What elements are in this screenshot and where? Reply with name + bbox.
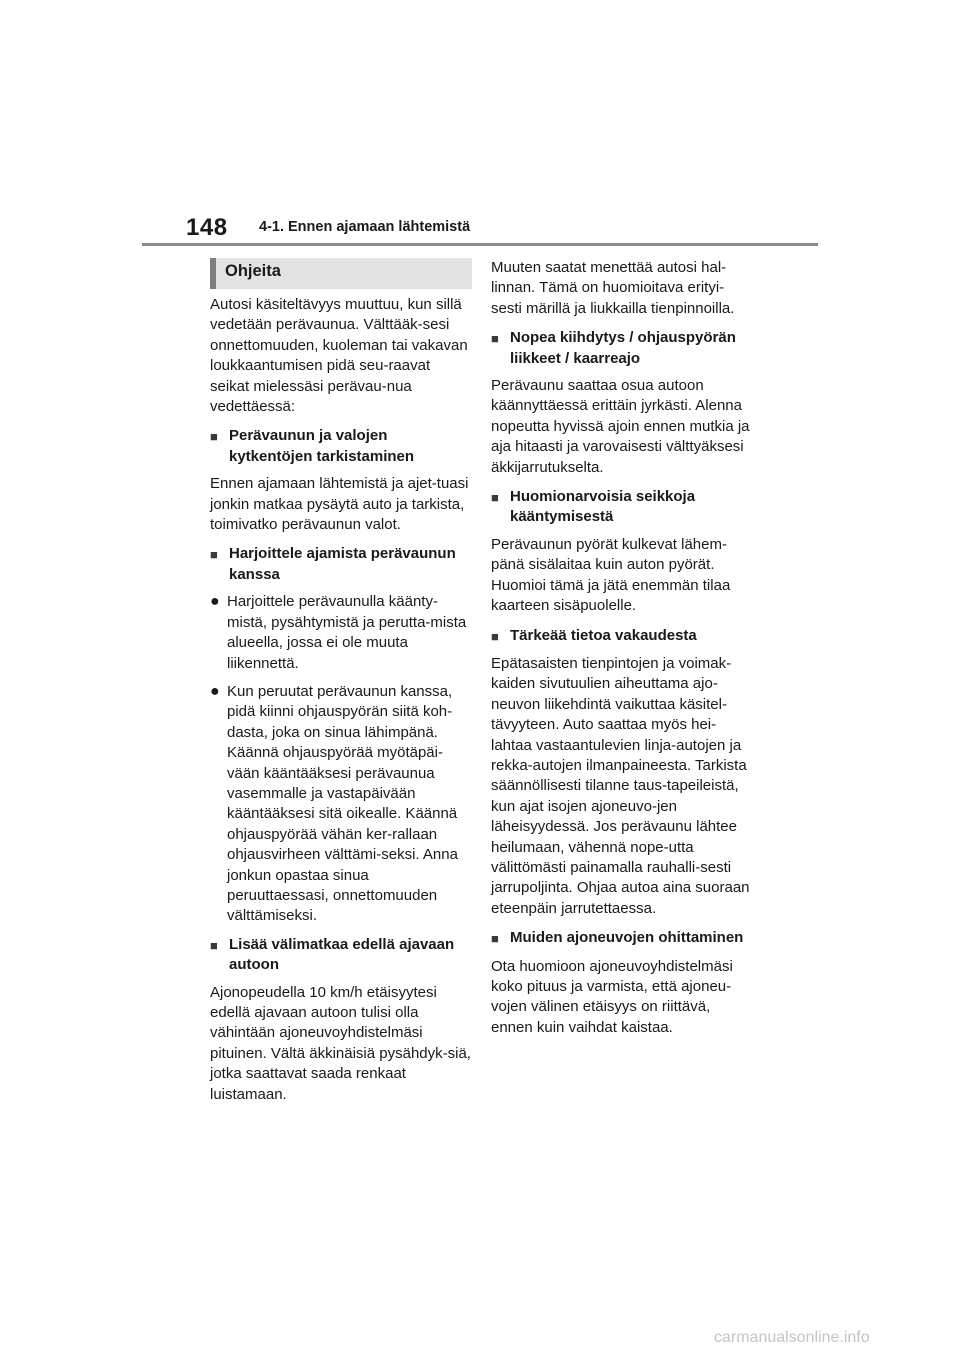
subheading-text: Nopea kiihdytys / ohjauspyörän liikkeet / kaarreajo (510, 329, 736, 367)
list-item-text: Kun peruutat perävaunun kanssa, pidä kiinni ohjauspyörän siitä koh-dasta, joka on sinua lähimpänä. Käännä ohjauspyörää myötäpäi-vään kääntääksesi perävaunua vasemmalle ja vastapäivään kääntääksesi sitä oikealle. Käännä ohjauspyörää vähän ker-rallaan ohjausvirheen välttämi-seksi. Anna jonkun opastaa sinua peruuttaessasi, onnettomuuden välttämiseksi. (227, 682, 458, 925)
subheading (491, 487, 753, 528)
subheading (210, 426, 472, 467)
left-column (210, 258, 472, 1114)
paragraph: Ennen ajamaan lähtemistä ja ajet-tuasi jonkin matkaa pysäytä auto ja tarkista, toimivatko perävaunun valot. (210, 475, 469, 534)
paragraph: Muuten saatat menettää autosi hal-linnan. Tämä on huomioitava erityi-sesti märillä ja liukkailla tienpinnoilla. (491, 259, 735, 317)
paragraph: Ota huomioon ajoneuvoyhdistelmäsi koko pituus ja varmista, että ajoneu-vojen välinen etäisyys on riittävä, ennen kuin vaihdat kaistaa. (491, 957, 733, 1036)
paragraph: Perävaunun pyörät kulkevat lähem-pänä sisälaitaa kuin auton pyörät. Huomioi tämä ja jätä enemmän tilaa kaarteen sisäpuolelle. (491, 535, 731, 615)
dot-bullet-icon: ● (210, 593, 220, 611)
square-bullet-icon: ■ (491, 490, 499, 506)
square-bullet-icon: ■ (491, 331, 499, 347)
paragraph: Epätasaisten tienpintojen ja voimak-kaiden sivutuulien aiheuttama ajo-neuvon liikehdintä vaikuttaa käsitel-tävyyteen. Auto saattaa myös hei-lahtaa vastaantulevien linja-autojen ja rekka-autojen ilmanpaineesta. Tarkista säännöllisesti tilanne taus-tapeileistä, kun ajat isojen ajoneuvo-jen läheisyydessä. Jos perävaunu lähtee heilumaan, vähennä nope-utta välittömästi painamalla rauhalli-sesti jarrupoljinta. Ohjaa autoa aina suoraan eteenpäin jarrutettaessa. (491, 654, 750, 917)
subheading-text: Perävaunun ja valojen kytkentöjen tarkistaminen (229, 427, 415, 465)
square-bullet-icon: ■ (491, 628, 499, 644)
box-heading: Ohjeita (210, 258, 472, 289)
right-column (491, 258, 753, 1047)
subheading (491, 328, 753, 369)
list-item-text: Harjoittele perävaunulla käänty-mistä, pysähtymistä ja perutta-mista alueella, jossa ei ole muuta liikennettä. (227, 593, 467, 672)
square-bullet-icon: ■ (210, 429, 218, 445)
subheading (210, 544, 472, 585)
subheading-text: Harjoittele ajamista perävaunun kanssa (229, 545, 456, 583)
header-divider (142, 243, 818, 246)
subheading-text: Tärkeää tietoa vakaudesta (510, 626, 697, 644)
square-bullet-icon: ■ (491, 931, 499, 947)
watermark-link[interactable]: carmanualsonline.info (714, 1329, 870, 1346)
list-item (210, 682, 472, 927)
paragraph: Ajonopeudella 10 km/h etäisyytesi edellä ajavaan autoon tulisi olla vähintään ajoneuvoyhdistelmäsi pituinen. Vältä äkkinäisiä pysähdyk-siä, jotka saattavat saada renkaat luistamaan. (210, 983, 471, 1103)
section-title: 4-1. Ennen ajamaan lähtemistä (259, 219, 471, 235)
list-item (210, 592, 472, 674)
square-bullet-icon: ■ (210, 547, 218, 563)
subheading-text: Huomionarvoisia seikkoja kääntymisestä (510, 488, 696, 526)
subheading-text: Muiden ajoneuvojen ohittaminen (510, 929, 744, 947)
subheading (491, 626, 753, 647)
square-bullet-icon: ■ (210, 937, 218, 953)
paragraph: Perävaunu saattaa osua autoon käännyttäessä erittäin jyrkästi. Alenna nopeutta hyvissä ajoin ennen mutkia ja aja hitaasti ja varovaisesti välttyäksesi äkkijarrutukselta. (491, 377, 750, 476)
intro-paragraph: Autosi käsiteltävyys muuttuu, kun sillä vedetään perävaunua. Välttääk-sesi onnettomuuden, kuoleman tai vakavan loukkaantumisen pidä seu-raavat seikat mielessäsi perävau-nua vedettäessä: (210, 296, 468, 416)
subheading-text: Lisää välimatkaa edellä ajavaan autoon (229, 935, 455, 974)
dot-bullet-icon: ● (210, 682, 220, 700)
page-number: 148 (186, 214, 228, 241)
subheading (210, 935, 472, 976)
subheading (491, 928, 753, 949)
